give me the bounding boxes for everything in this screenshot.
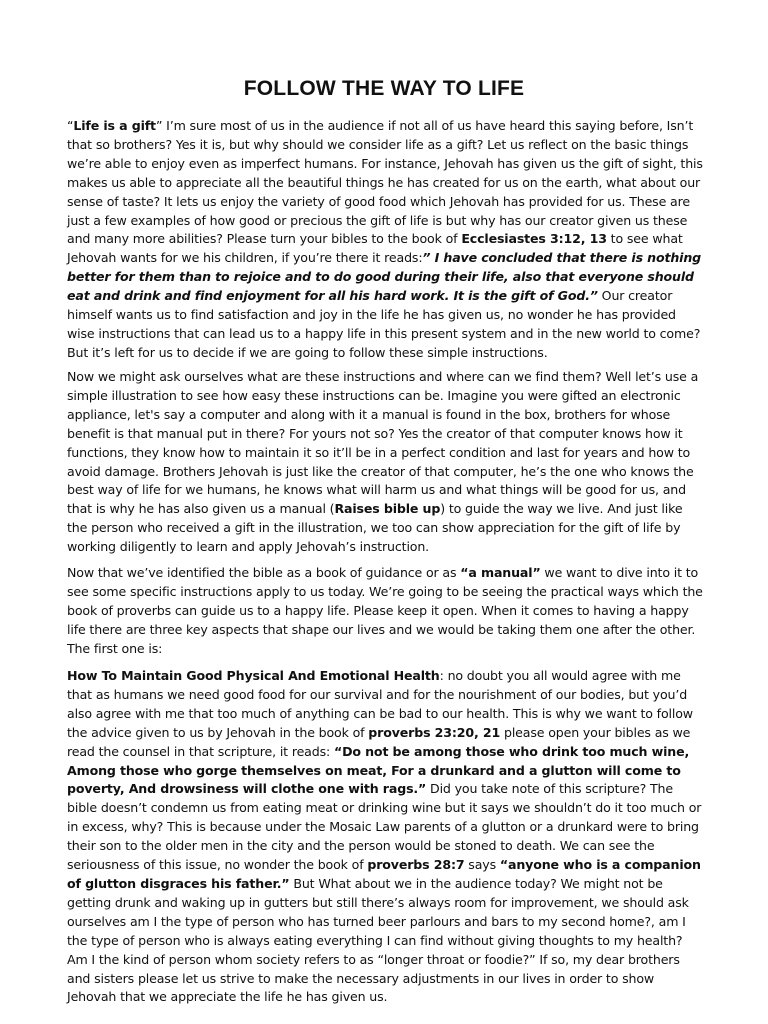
- text-run: to see what Jehovah wants for we his children, if you’re there it reads:: [67, 231, 683, 266]
- scripture-reference: Ecclesiastes 3:12, 13: [461, 231, 607, 247]
- stage-direction: Raises bible up: [334, 501, 441, 517]
- bold-phrase: Life is a gift: [73, 118, 156, 133]
- text-run: says: [464, 857, 500, 873]
- text-run: Did you take note of this scripture? The bible doesn’t condemn us from eating meat or drinking wine but it says we shouldn’t do it too much or in excess, why? This is because under the Mosaic Law parents of a glutton or a drunkard were to bring their son to the older men in the city and the person would be stoned to death. We can see the seriousness of this issue, no wonder the book of: [67, 781, 702, 873]
- scripture-reference: proverbs 28:7: [367, 857, 465, 873]
- paragraph-manual: [67, 564, 704, 659]
- page-title: FOLLOW THE WAY TO LIFE: [243, 77, 525, 100]
- bold-phrase: “a manual”: [460, 565, 541, 580]
- text-run: we want to dive into it to see some specific instructions apply to us today. We’re going to be seeing the practical ways which the book of proverbs can guide us to a happy life. Please keep it open. When it comes to having a happy life there are three key aspects that shape our lives and we would be taking them one after the other. The first one is:: [67, 565, 703, 656]
- text-run: But What about we in the audience today? We might not be getting drunk and waking up in gutters but still there’s always room for improvement, we should ask ourselves am I the type of person who has turned beer parlours and bars to my second home?, am I the type of person who is always eating everything I can find without giving thoughts to my health? Am I the kind of person whom society refers to as “longer throat or foodie?” If so, my dear brothers and sisters please let us strive to make the necessary adjustments in our lives in order to show Jehovah that we appreciate the life he has given us.: [67, 875, 689, 1005]
- text-run: Our creator himself wants us to find satisfaction and joy in the life he has given us, no wonder he has provided wise instructions that can lead us to a happy life in this present system and in the new world to come? But it’s left for us to decide if we are going to follow these simple instructions.: [67, 288, 701, 360]
- text-run: “: [67, 118, 74, 133]
- scripture-quote: ” I have concluded that there is nothing better for them than to rejoice and to do good during their life, also that everyone should eat and drink and find enjoyment for all his hard work. It is the gift of God.”: [67, 250, 702, 304]
- text-run: ) to guide the way we live. And just like the person who received a gift in the illustration, we too can show appreciation for the gift of life by working diligently to learn and apply Jehovah’s instruction.: [67, 501, 683, 555]
- section-heading: How To Maintain Good Physical And Emotional Health: [67, 668, 440, 683]
- scripture-quote: “Do not be among those who drink too much wine, Among those who gorge themselves on meat, For a drunkard and a glutton will come to poverty, And drowsiness will clothe one with rags.”: [67, 743, 690, 797]
- text-run: ” I’m sure most of us in the audience if not all of us have heard this saying before, Isn’t that so brothers? Yes it is, but why should we consider life as a gift? Let us reflect on the basic things we’re able to enjoy even as imperfect humans. For instance, Jehovah has given us the gift of sight, this makes us able to appreciate all the beautiful things he has created for us on the earth, what about our sense of taste? It lets us enjoy the variety of good food which Jehovah has provided for us. These are just a few examples of how good or precious the gift of life is but why has our creator given us these and many more abilities? Please turn your bibles to the book of: [67, 118, 703, 247]
- scripture-quote: “anyone who is a companion of glutton disgraces his father.”: [67, 857, 701, 891]
- text-run: Now that we’ve identified the bible as a book of guidance or as: [67, 565, 461, 580]
- paragraph-intro: [67, 117, 704, 363]
- paragraph-health: [67, 667, 704, 1007]
- text-run: : no doubt you all would agree with me that as humans we need good food for our survival and for the nourishment of our bodies, but you’d also agree with me that too much of anything can be bad to our health. This is why we want to follow the advice given to us by Jehovah in the book of: [67, 668, 693, 740]
- text-run: Now we might ask ourselves what are these instructions and where can we find them? Well let’s use a simple illustration to see how easy these instructions can be. Imagine you were gifted an electronic appliance, let's say a computer and along with it a manual is found in the box, brothers for whose benefit is that manual put in there? For yours not so? Yes the creator of that computer knows how it functions, they know how to maintain it so it’ll be in a perfect condition and last for years and how to avoid damage. Brothers Jehovah is just like the creator of that computer, he’s the one who knows the best way of life for we humans, he knows what will harm us and what things will be good for us, and that is why he has also given us a manual (: [67, 369, 699, 517]
- scripture-reference: proverbs 23:20, 21: [368, 724, 501, 740]
- text-run: please open your bibles as we read the counsel in that scripture, it reads:: [67, 724, 691, 759]
- paragraph-illustration: [67, 368, 704, 557]
